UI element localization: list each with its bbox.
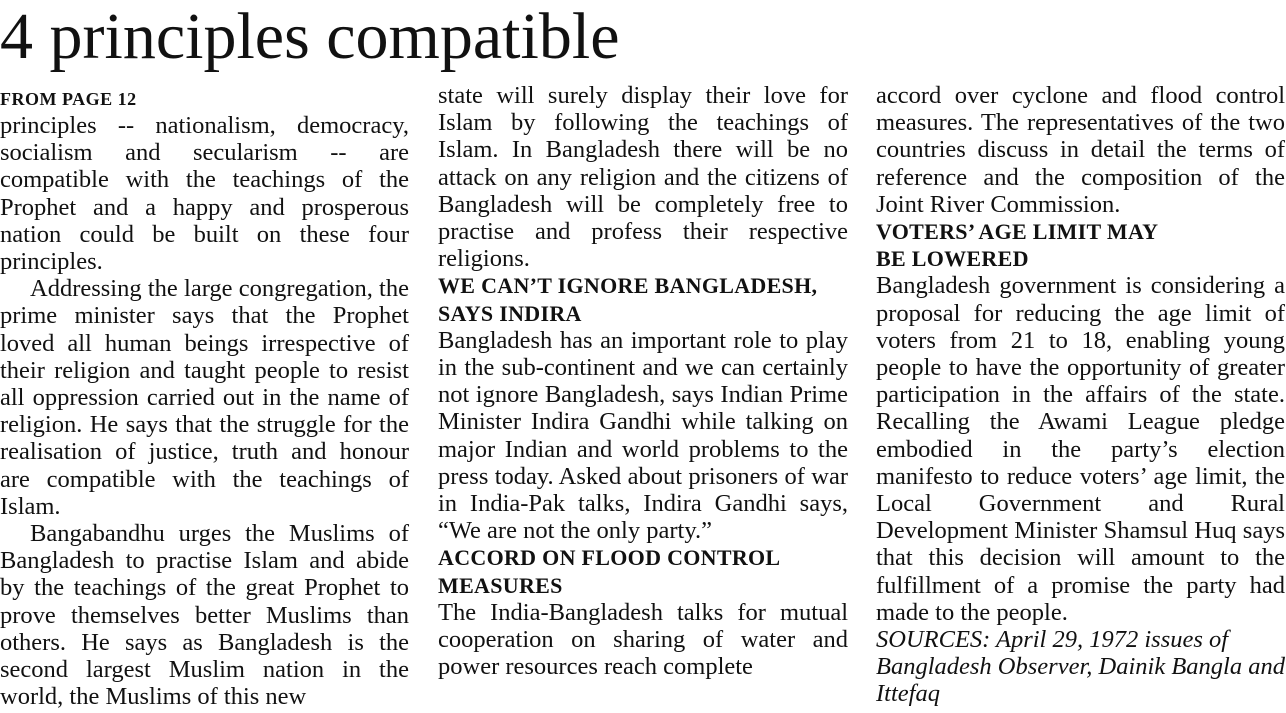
article-column-3 bbox=[876, 82, 1285, 708]
subheading: BE LOWERED bbox=[876, 246, 1029, 272]
article-column-1 bbox=[0, 86, 409, 710]
subheading: MEASURES bbox=[438, 572, 563, 598]
sources-note: SOURCES: April 29, 1972 issues of Bangladesh Observer, Dainik Bangla and Ittefaq bbox=[876, 626, 1285, 708]
continued-from-label: FROM PAGE 12 bbox=[0, 89, 137, 109]
subheading: SAYS INDIRA bbox=[438, 300, 582, 326]
paragraph: principles -- nationalism, democracy, socialism and secularism -- are compatible with the teachings of the Prophet and a happy and prosperous nation could be built on these four principles. bbox=[0, 112, 409, 276]
subheading: WE CAN’T IGNORE BANGLADESH, bbox=[438, 273, 818, 299]
paragraph: Addressing the large congregation, the prime minister says that the Prophet loved all human beings irrespective of their religion and taught people to resist all oppression carried out in the name of religion. He says that the struggle for the realisation of justice, truth and honour are compatible with the teachings of Islam. bbox=[0, 275, 409, 520]
paragraph: Bangabandhu urges the Muslims of Bangladesh to practise Islam and abide by the teachings of the great Prophet to prove themselves better Muslims than others. He says as Bangladesh is the second largest Muslim nation in the world, the Muslims of this new bbox=[0, 520, 409, 711]
paragraph: Bangladesh government is considering a proposal for reducing the age limit of voters from 21 to 18, enabling young people to have the opportunity of greater participation in the affairs of the state. Recalling the Awami League pledge embodied in the party’s election manifesto to reduce voters’ age limit, the Local Government and Rural Development Minister Shamsul Huq says that this decision will amount to the fulfillment of a promise the party had made to the people. bbox=[876, 272, 1285, 626]
paragraph: state will surely display their love for Islam by following the teachings of Islam. In Bangladesh there will be no attack on any religion and the citizens of Bangladesh will be completely free to practise and profess their respective religions. bbox=[438, 82, 848, 273]
subheading: ACCORD ON FLOOD CONTROL bbox=[438, 545, 781, 571]
article-column-2 bbox=[438, 82, 848, 680]
paragraph: The India-Bangladesh talks for mutual cooperation on sharing of water and power resources reach complete bbox=[438, 598, 848, 681]
headline: 4 principles compatible bbox=[0, 0, 620, 73]
paragraph: Bangladesh has an important role to play in the sub-continent and we can certainly not ignore Bangladesh, says Indian Prime Minister Indira Gandhi while talking on major Indian and world problems to the press today. Asked about prisoners of war in India-Pak talks, Indira Gandhi says, “We are not the only party.” bbox=[438, 326, 848, 545]
paragraph: accord over cyclone and flood control measures. The representatives of the two countries discuss in detail the terms of reference and the composition of the Joint River Commission. bbox=[876, 82, 1285, 218]
subheading: VOTERS’ AGE LIMIT MAY bbox=[876, 219, 1159, 245]
